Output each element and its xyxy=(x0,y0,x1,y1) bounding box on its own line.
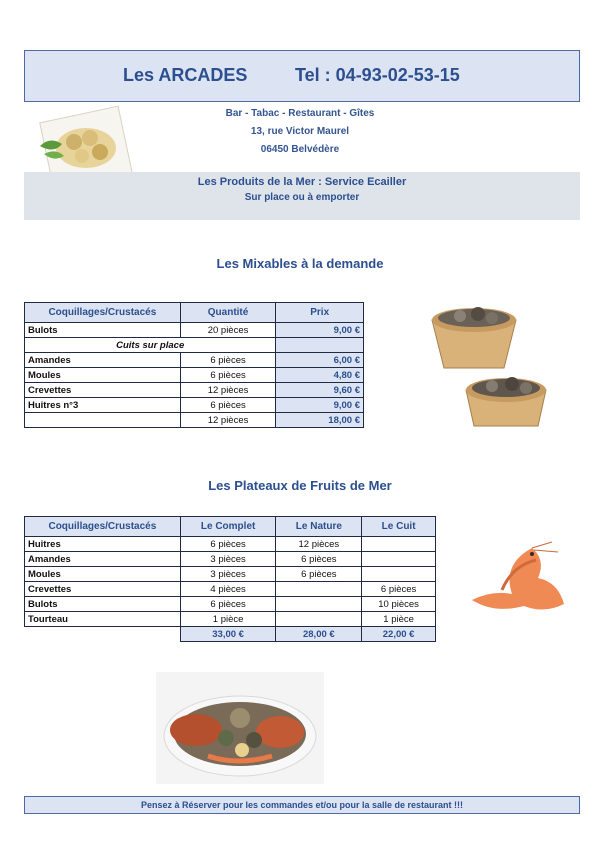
header-banner xyxy=(24,50,580,102)
table-row xyxy=(25,413,364,428)
price: 6,00 € xyxy=(276,353,364,368)
column-header: Quantité xyxy=(180,303,276,323)
quantity: 12 pièces xyxy=(180,383,276,398)
complet-qty: 6 pièces xyxy=(180,597,276,612)
nature-qty xyxy=(276,582,362,597)
complet-qty: 3 pièces xyxy=(180,567,276,582)
item-name: Crevettes xyxy=(25,383,181,398)
city-postal: 06450 Belvédère xyxy=(260,144,340,155)
item-name xyxy=(25,413,181,428)
section-mixables-title: Les Mixables à la demande xyxy=(216,256,384,271)
complet-qty: 3 pièces xyxy=(180,552,276,567)
nature-qty xyxy=(276,597,362,612)
totals-row xyxy=(25,627,436,642)
column-header: Coquillages/Crustacés xyxy=(25,517,181,537)
table-row xyxy=(25,597,436,612)
table-row xyxy=(25,368,364,383)
business-type: Bar - Tabac - Restaurant - Gîtes xyxy=(225,108,375,119)
table-row xyxy=(25,383,364,398)
nature-qty xyxy=(276,612,362,627)
table-row xyxy=(25,398,364,413)
cuit-qty: 10 pièces xyxy=(362,597,436,612)
item-name: Crevettes xyxy=(25,582,181,597)
table-row xyxy=(25,567,436,582)
reservation-footer: Pensez à Réserver pour les commandes et/ou pour la salle de restaurant !!! xyxy=(24,796,580,814)
item-name: Moules xyxy=(25,567,181,582)
item-name: Tourteau xyxy=(25,612,181,627)
table-row xyxy=(25,353,364,368)
address-block xyxy=(0,105,600,159)
cuit-price: 22,00 € xyxy=(362,627,436,642)
quantity: 20 pièces xyxy=(180,323,276,338)
table-row xyxy=(25,552,436,567)
plateaux-table xyxy=(24,516,436,642)
table-header-row xyxy=(25,303,364,323)
shrimp-image xyxy=(462,540,572,616)
quantity: 12 pièces xyxy=(180,413,276,428)
quantity: 6 pièces xyxy=(180,353,276,368)
price: 9,00 € xyxy=(276,398,364,413)
phone-number: Tel : 04-93-02-53-15 xyxy=(295,65,460,85)
table-row xyxy=(25,582,436,597)
mixables-table xyxy=(24,302,364,428)
nature-qty: 6 pièces xyxy=(276,552,362,567)
service-subtitle: Sur place ou à emporter xyxy=(244,192,360,203)
cuit-qty: 6 pièces xyxy=(362,582,436,597)
item-name: Amandes xyxy=(25,552,181,567)
column-header: Prix xyxy=(276,303,364,323)
column-header: Le Cuit xyxy=(362,517,436,537)
restaurant-name: Les ARCADES xyxy=(123,65,248,85)
nature-qty: 12 pièces xyxy=(276,537,362,552)
oyster-baskets-image xyxy=(420,290,556,438)
complet-qty: 6 pièces xyxy=(180,537,276,552)
price: 18,00 € xyxy=(276,413,364,428)
table-row xyxy=(25,537,436,552)
cooking-note: Cuits sur place xyxy=(25,338,276,353)
price xyxy=(276,338,364,353)
column-header: Le Nature xyxy=(276,517,362,537)
cuit-qty xyxy=(362,552,436,567)
seafood-platter-image xyxy=(156,672,324,784)
item-name: Moules xyxy=(25,368,181,383)
item-name: Huitres n°3 xyxy=(25,398,181,413)
table-row xyxy=(25,612,436,627)
empty-cell xyxy=(25,627,181,642)
column-header: Le Complet xyxy=(180,517,276,537)
complet-qty: 1 pièce xyxy=(180,612,276,627)
complet-price: 33,00 € xyxy=(180,627,276,642)
item-name: Huitres xyxy=(25,537,181,552)
service-title: Les Produits de la Mer : Service Ecailler xyxy=(197,176,407,188)
table-row xyxy=(25,323,364,338)
item-name: Bulots xyxy=(25,597,181,612)
table-header-row xyxy=(25,517,436,537)
cuit-qty xyxy=(362,537,436,552)
price: 9,60 € xyxy=(276,383,364,398)
cuit-qty xyxy=(362,567,436,582)
cuit-qty: 1 pièce xyxy=(362,612,436,627)
item-name: Amandes xyxy=(25,353,181,368)
column-header: Coquillages/Crustacés xyxy=(25,303,181,323)
service-band xyxy=(24,172,580,220)
quantity: 6 pièces xyxy=(180,368,276,383)
nature-price: 28,00 € xyxy=(276,627,362,642)
street-address: 13, rue Victor Maurel xyxy=(250,126,350,137)
complet-qty: 4 pièces xyxy=(180,582,276,597)
item-name: Bulots xyxy=(25,323,181,338)
price: 4,80 € xyxy=(276,368,364,383)
price: 9,00 € xyxy=(276,323,364,338)
quantity: 6 pièces xyxy=(180,398,276,413)
nature-qty: 6 pièces xyxy=(276,567,362,582)
table-row xyxy=(25,338,364,353)
section-plateaux-title: Les Plateaux de Fruits de Mer xyxy=(208,478,392,493)
